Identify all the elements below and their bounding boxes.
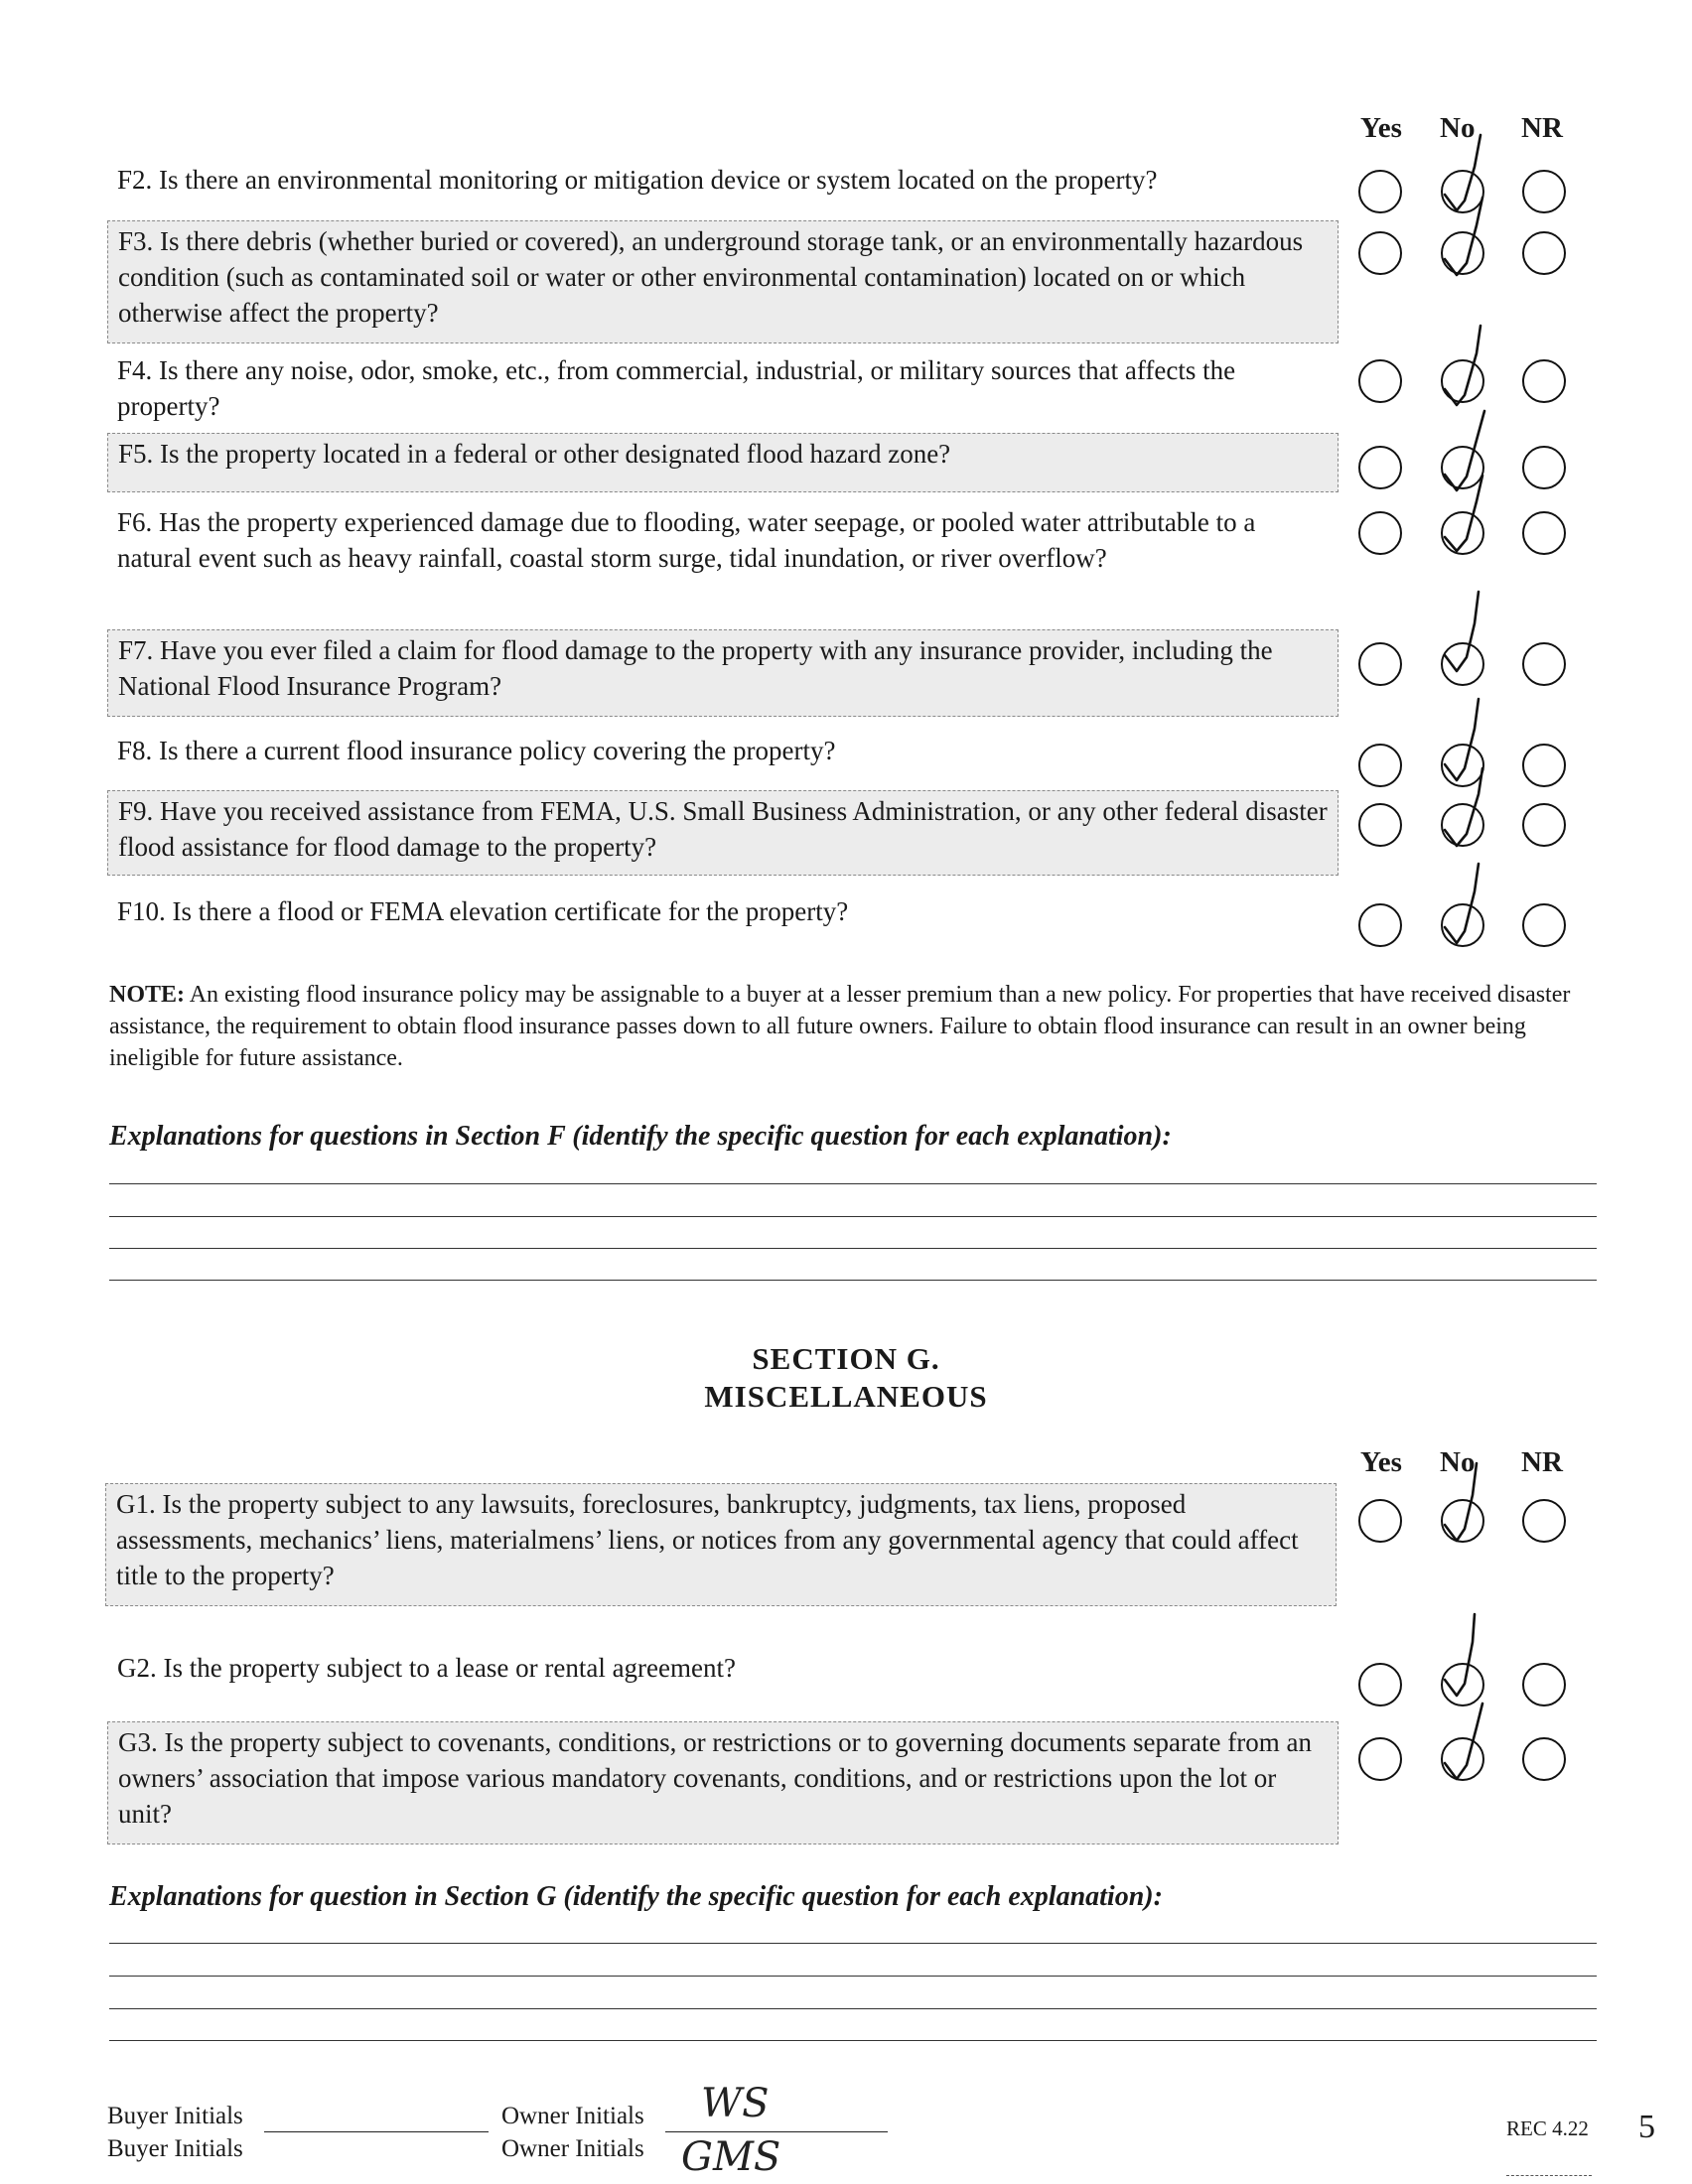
question-f9-text: F9. Have you received assistance from FEMA, U.S. Small Business Administration, or any other federal disaster flood assistance for flood damage to the property? <box>118 796 1328 862</box>
f4-yes-radio[interactable] <box>1358 359 1402 403</box>
f6-yes-radio[interactable] <box>1358 511 1402 555</box>
section-g-title-line-1: SECTION G. <box>752 1341 940 1376</box>
g2-yes-radio[interactable] <box>1358 1663 1402 1706</box>
section-g-column-header-nr: NR <box>1521 1446 1563 1478</box>
form-id: REC 4.22 <box>1506 2116 1589 2140</box>
f5-no-radio[interactable] <box>1441 446 1484 489</box>
section-g-title <box>0 1340 1692 1416</box>
question-f7 <box>107 629 1339 717</box>
f6-nr-radio[interactable] <box>1522 511 1566 555</box>
question-f6 <box>107 502 1339 612</box>
f2-no-radio[interactable] <box>1441 170 1484 213</box>
question-f8-text: F8. Is there a current flood insurance policy covering the property? <box>117 736 836 765</box>
question-f9 <box>107 790 1339 876</box>
question-f3 <box>107 220 1339 343</box>
f9-nr-radio[interactable] <box>1522 803 1566 847</box>
question-f4-text: F4. Is there any noise, odor, smoke, etc., from commercial, industrial, or military sources that affects the property? <box>117 355 1236 421</box>
question-f3-text: F3. Is there debris (whether buried or covered), an underground storage tank, or an environmentally hazardous condition (such as contaminated soil or water or other environmental contamination) located on or which otherwise affect the property? <box>118 226 1304 328</box>
section-f-explanation-line-1[interactable] <box>109 1183 1597 1184</box>
g1-yes-radio[interactable] <box>1358 1499 1402 1543</box>
question-f2 <box>107 160 1339 204</box>
question-f6-text: F6. Has the property experienced damage due to flooding, water seepage, or pooled water attributable to a natural event such as heavy rainfall, coastal storm surge, tidal inundation, or river overflow? <box>117 507 1256 573</box>
f8-yes-radio[interactable] <box>1358 744 1402 787</box>
f3-yes-radio[interactable] <box>1358 231 1402 275</box>
f10-yes-radio[interactable] <box>1358 903 1402 947</box>
owner-initials-value-1: WS <box>701 2081 770 2126</box>
g1-no-radio[interactable] <box>1441 1499 1484 1543</box>
g3-nr-radio[interactable] <box>1522 1737 1566 1781</box>
question-g1 <box>105 1483 1337 1606</box>
question-f4 <box>107 350 1339 424</box>
flood-insurance-note <box>109 979 1579 1074</box>
question-g1-text: G1. Is the property subject to any lawsuits, foreclosures, bankruptcy, judgments, tax liens, proposed assessments, mechanics’ liens, materialmens’ liens, or notices from any governmental agency that could affect title to the property? <box>116 1489 1299 1590</box>
f6-no-radio[interactable] <box>1441 511 1484 555</box>
f8-nr-radio[interactable] <box>1522 744 1566 787</box>
note-text: An existing flood insurance policy may be assignable to a buyer at a lesser premium than a new policy. For properties that have received disaster assistance, the requirement to obtain flood insurance passes down to all future owners. Failure to obtain flood insurance can result in an owner being ineligible for future assistance. <box>109 982 1571 1071</box>
page-number: 5 <box>1638 2109 1655 2145</box>
section-f-explanation-line-4[interactable] <box>109 1280 1597 1281</box>
f4-nr-radio[interactable] <box>1522 359 1566 403</box>
owner-initials-label-2: Owner Initials <box>501 2135 644 2162</box>
f2-nr-radio[interactable] <box>1522 170 1566 213</box>
f4-no-radio[interactable] <box>1441 359 1484 403</box>
f7-no-radio[interactable] <box>1441 642 1484 686</box>
f7-yes-radio[interactable] <box>1358 642 1402 686</box>
f10-nr-radio[interactable] <box>1522 903 1566 947</box>
section-f-explanation-line-2[interactable] <box>109 1216 1597 1217</box>
section-g-explanation-line-4[interactable] <box>109 2040 1597 2041</box>
g3-yes-radio[interactable] <box>1358 1737 1402 1781</box>
question-f10 <box>107 891 1339 935</box>
f5-yes-radio[interactable] <box>1358 446 1402 489</box>
g3-no-radio[interactable] <box>1441 1737 1484 1781</box>
g2-no-radio[interactable] <box>1441 1663 1484 1706</box>
f2-yes-radio[interactable] <box>1358 170 1402 213</box>
question-f7-text: F7. Have you ever filed a claim for flood damage to the property with any insurance provider, including the National Flood Insurance Program? <box>118 635 1273 701</box>
owner-initials-label-1: Owner Initials <box>501 2103 644 2129</box>
buyer-initials-field-1[interactable] <box>264 2131 489 2132</box>
f3-no-radio[interactable] <box>1441 231 1484 275</box>
g1-nr-radio[interactable] <box>1522 1499 1566 1543</box>
section-g-column-header-yes: Yes <box>1360 1446 1402 1478</box>
column-header-yes: Yes <box>1360 112 1402 144</box>
question-f2-text: F2. Is there an environmental monitoring or mitigation device or system located on the property? <box>117 165 1158 195</box>
f9-no-radio[interactable] <box>1441 803 1484 847</box>
column-header-no: No <box>1440 112 1476 144</box>
section-g-explanation-line-1[interactable] <box>109 1943 1597 1944</box>
form-revision-line <box>1506 2172 1598 2181</box>
f5-nr-radio[interactable] <box>1522 446 1566 489</box>
note-label: NOTE: <box>109 982 186 1008</box>
f7-nr-radio[interactable] <box>1522 642 1566 686</box>
question-g2-text: G2. Is the property subject to a lease or rental agreement? <box>117 1653 736 1683</box>
section-g-explanation-line-2[interactable] <box>109 1976 1597 1977</box>
buyer-initials-label-1: Buyer Initials <box>107 2103 243 2129</box>
question-f8 <box>107 731 1339 774</box>
section-g-title-line-2: MISCELLANEOUS <box>704 1379 988 1414</box>
question-g3 <box>107 1721 1339 1844</box>
section-f-explanations-heading: Explanations for questions in Section F (identify the specific question for each explanation): <box>109 1121 1172 1152</box>
owner-initials-value-2: GMS <box>681 2134 781 2180</box>
g2-nr-radio[interactable] <box>1522 1663 1566 1706</box>
section-g-explanations-heading: Explanations for question in Section G (identify the specific question for each explanation): <box>109 1881 1163 1912</box>
question-g3-text: G3. Is the property subject to covenants, conditions, or restrictions or to governing documents separate from an owners’ association that impose various mandatory covenants, conditions, and or restrictions upon the lot or unit? <box>118 1727 1312 1829</box>
column-header-nr: NR <box>1521 112 1563 144</box>
section-g-explanation-line-3[interactable] <box>109 2008 1597 2009</box>
section-f-explanation-line-3[interactable] <box>109 1248 1597 1249</box>
question-g2 <box>107 1648 1339 1692</box>
owner-initials-field-1[interactable] <box>665 2131 888 2132</box>
f10-no-radio[interactable] <box>1441 903 1484 947</box>
f8-no-radio[interactable] <box>1441 744 1484 787</box>
buyer-initials-label-2: Buyer Initials <box>107 2135 243 2162</box>
f9-yes-radio[interactable] <box>1358 803 1402 847</box>
question-f5 <box>107 433 1339 492</box>
section-g-column-header-no: No <box>1440 1446 1476 1478</box>
question-f5-text: F5. Is the property located in a federal or other designated flood hazard zone? <box>118 439 951 469</box>
f3-nr-radio[interactable] <box>1522 231 1566 275</box>
question-f10-text: F10. Is there a flood or FEMA elevation certificate for the property? <box>117 896 849 926</box>
